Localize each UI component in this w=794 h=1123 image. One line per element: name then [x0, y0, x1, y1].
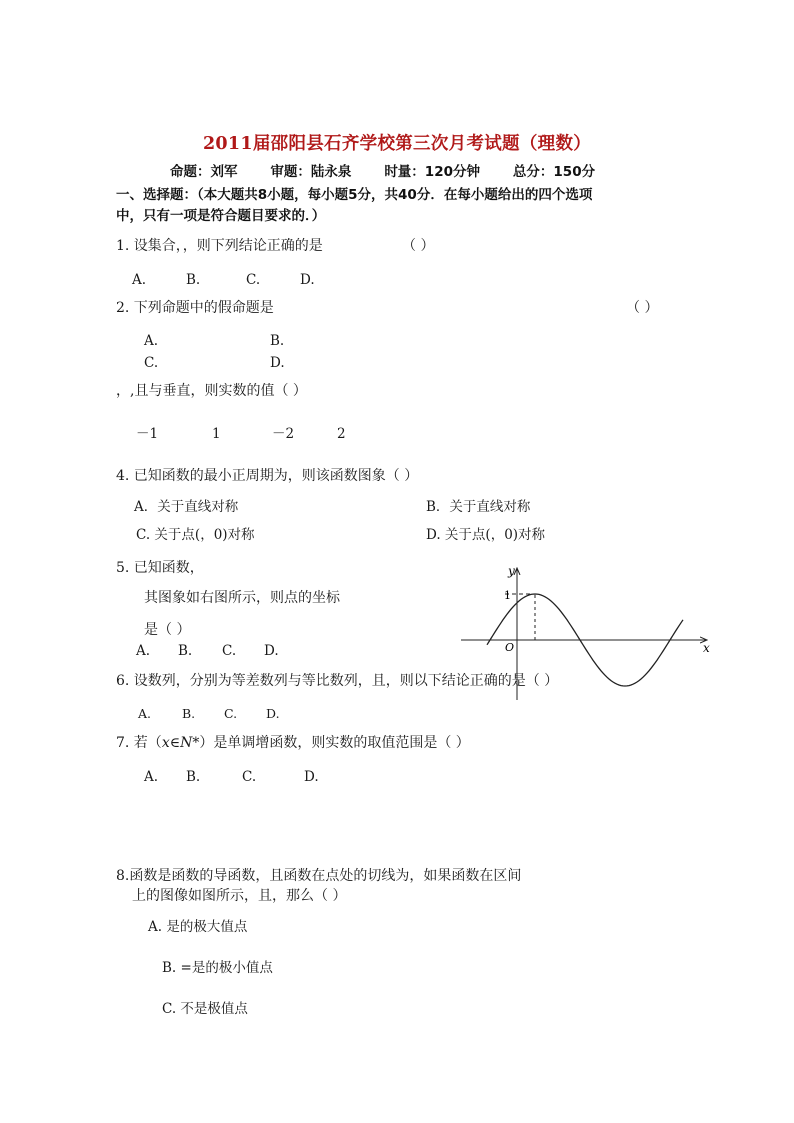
q6-option-a: A.: [138, 706, 152, 721]
question-2: 2. 下列命题中的假命题是: [116, 300, 274, 316]
q8-option-a: A. 是的极大值点: [148, 919, 248, 935]
exam-title: 2011届邵阳县石齐学校第三次月考试题（理数）: [202, 134, 592, 154]
y-axis-label: y: [508, 564, 515, 578]
x-axis-label: x: [703, 641, 710, 655]
q2-option-a: A.: [144, 333, 159, 349]
question-8-line1: 8.函数是函数的导函数，且函数在点处的切线为，如果函数在区间: [116, 868, 522, 884]
origin-label: O: [505, 641, 515, 654]
q4-option-b: B．关于直线对称: [426, 499, 531, 515]
q7-option-a: A.: [144, 769, 159, 785]
q1-option-c: C.: [246, 272, 261, 288]
q4-option-c: C. 关于点(，0)对称: [136, 527, 255, 543]
q3-option-d: 2: [337, 426, 346, 442]
q1-option-b: B.: [186, 272, 201, 288]
question-1: 1. 设集合，，则下列结论正确的是: [116, 238, 323, 254]
question-4: 4. 已知函数的最小正周期为，则该函数图象（ ）: [116, 468, 419, 484]
question-8-line2: 上的图像如图所示，且，那么（ ）: [132, 888, 347, 904]
section-heading-line1: 一、选择题：（本大题共8小题，每小题5分，共40分．在每小题给出的四个选项: [116, 187, 593, 203]
q5-option-c: C.: [222, 643, 237, 659]
total-score: 总分：150分: [512, 164, 596, 180]
q7-text-before: 7. 若（: [116, 735, 162, 751]
q2-option-c: C.: [144, 355, 159, 371]
question-2-answer-paren: （ ）: [626, 300, 659, 316]
time-limit: 时量：120分钟: [384, 164, 480, 180]
question-5-line3: 是（ ）: [144, 622, 191, 638]
q3-option-b: 1: [212, 426, 221, 442]
author: 命题：刘军: [170, 164, 238, 180]
q8-option-c: C. 不是极值点: [162, 1001, 248, 1017]
q3-option-c: －2: [272, 426, 295, 442]
q8-option-b: B. =是的极小值点: [162, 960, 273, 976]
q5-option-b: B.: [178, 643, 193, 659]
q1-option-a: A.: [132, 272, 147, 288]
exam-meta: [170, 164, 595, 181]
q2-option-b: B.: [270, 333, 285, 349]
question-7: [116, 735, 470, 752]
reviewer: 审题：陆永泉: [270, 164, 352, 180]
q2-option-d: D.: [270, 355, 285, 371]
question-6: 6. 设数列，分别为等差数列与等比数列，且，则以下结论正确的是（ ）: [116, 673, 559, 689]
q1-option-d: D.: [300, 272, 315, 288]
question-5: 5. 已知函数，: [116, 560, 204, 576]
q7-option-b: B.: [186, 769, 201, 785]
q5-option-d: D.: [264, 643, 279, 659]
q6-option-c: C.: [224, 706, 238, 721]
section-heading-line2: 中，只有一项是符合题目要求的．）: [116, 208, 326, 224]
question-1-answer-paren: （ ）: [402, 238, 435, 254]
q6-option-d: D.: [266, 706, 280, 721]
tick-label-1: 1: [504, 589, 511, 602]
q4-option-a: A．关于直线对称: [134, 499, 239, 515]
q7-math: x∈N*: [161, 735, 200, 751]
q7-text-after: ）是单调增函数，则实数的取值范围是（ ）: [199, 735, 470, 751]
q7-option-d: D.: [304, 769, 319, 785]
question-5-line2: 其图象如右图所示，则点的坐标: [144, 590, 340, 606]
question-3: ，,且与垂直，则实数的值（ ）: [116, 383, 307, 399]
q6-option-b: B.: [182, 706, 196, 721]
q5-option-a: A.: [136, 643, 151, 659]
q3-option-a: －1: [136, 426, 159, 442]
q7-option-c: C.: [242, 769, 257, 785]
q4-option-d: D. 关于点(，0)对称: [426, 527, 546, 543]
